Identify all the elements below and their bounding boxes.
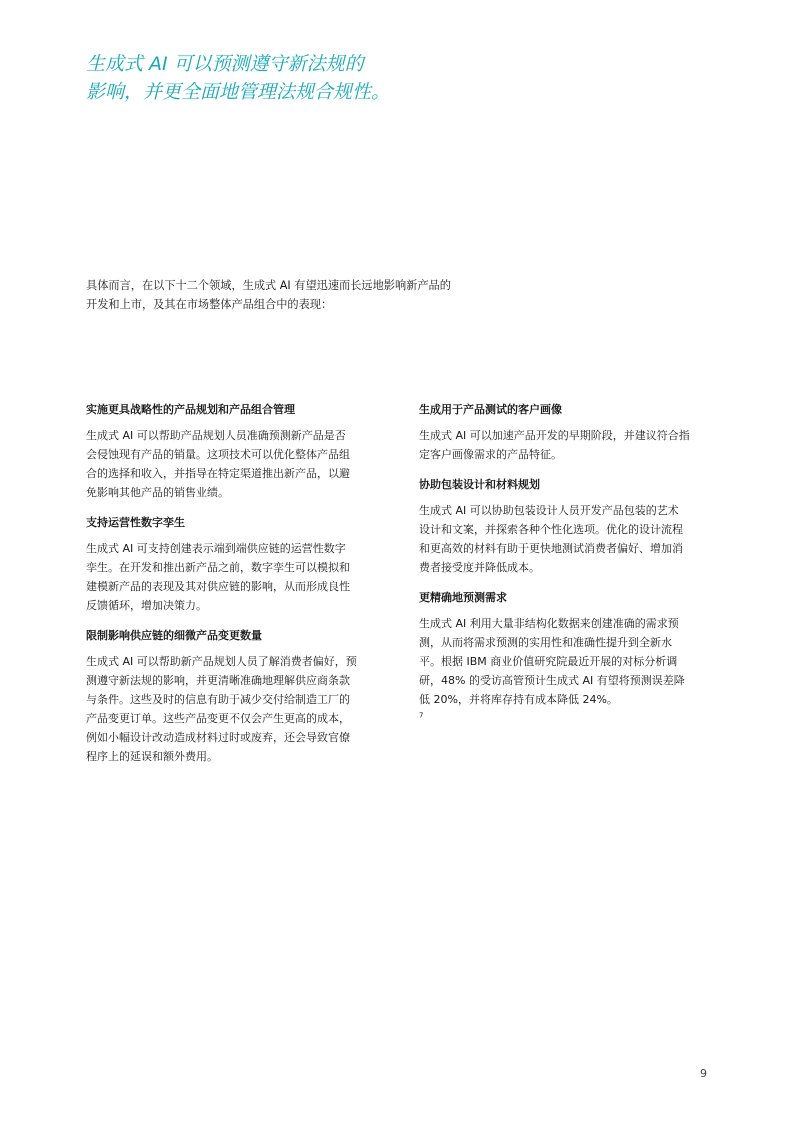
body-line: 生成式 AI 利用大量非结构化数据来创建准确的需求预 [419,617,679,630]
body-line: 合的选择和收入，并指导在特定渠道推出新产品，以避 [86,467,350,480]
headline-line: 影响，并更全面地管理法规合规性。 [86,81,391,103]
body-line: 生成式 AI 可以帮助新产品规划人员了解消费者偏好，预 [86,655,357,668]
body-line: 定客户画像需求的产品特征。 [419,448,562,461]
section-body [419,426,714,464]
intro-line: 开发和上市，及其在市场整体产品组合中的表现： [86,298,333,311]
section-customer-persona [419,400,714,464]
body-line: 建模新产品的表现及其对供应链的影响，从而形成良性 [86,580,350,593]
section-title: 实施更具战略性的产品规划和产品组合管理 [86,403,295,416]
headline-line: 生成式 AI 可以预测遵守新法规的 [86,53,364,75]
body-line: 程序上的延误和额外费用。 [86,750,218,763]
section-digital-twin [86,513,386,615]
section-body [419,501,714,577]
footnote-marker[interactable]: 7 [419,711,424,720]
body-line: 测，从而将需求预测的实用性和准确性提升到全新水 [419,636,672,649]
section-demand-forecast [419,588,714,728]
section-title: 生成用于产品测试的客户画像 [419,403,562,416]
right-column [419,400,714,739]
body-line: 反馈循环，增加决策力。 [86,599,207,612]
section-body [86,652,386,766]
headline [86,50,416,106]
section-product-changes [86,626,386,766]
intro-paragraph [86,276,486,314]
intro-line: 具体而言，在以下十二个领域，生成式 AI 有望迅速而长远地影响新产品的 [86,279,451,292]
body-line: 和更高效的材料有助于更快地测试消费者偏好、增加消 [419,542,683,555]
section-product-planning [86,400,386,502]
section-packaging [419,475,714,577]
page-number: 9 [700,1067,707,1080]
left-column [86,400,386,777]
body-line: 研，48% 的受访高管预计生成式 AI 有望将预测误差降 [419,674,685,687]
body-line-with-footnote [419,690,714,728]
body-line: 费者接受度并降低成本。 [419,561,540,574]
body-line: 生成式 AI 可以加速产品开发的早期阶段，并建议符合指 [419,429,690,442]
body-line: 生成式 AI 可以协助包装设计人员开发产品包装的艺术 [419,504,679,517]
section-title: 协助包装设计和材料规划 [419,478,540,491]
body-line: 生成式 AI 可以帮助产品规划人员准确预测新产品是否 [86,429,346,442]
body-line: 生成式 AI 可支持创建表示端到端供应链的运营性数字 [86,542,346,555]
section-body [419,614,714,728]
body-line: 低 20%，并将库存持有成本降低 24%。 [419,693,618,706]
body-line: 会侵蚀现有产品的销量。这项技术可以优化整体产品组 [86,448,350,461]
section-title: 限制影响供应链的细微产品变更数量 [86,629,262,642]
body-line: 产品变更订单。这些产品变更不仅会产生更高的成本， [86,712,350,725]
section-title: 支持运营性数字孪生 [86,516,185,529]
body-line: 例如小幅设计改动造成材料过时或废弃，还会导致官僚 [86,731,350,744]
section-body [86,539,386,615]
body-line: 设计和文案，并探索各种个性化选项。优化的设计流程 [419,523,683,536]
section-body [86,426,386,502]
body-line: 孪生。在开发和推出新产品之前，数字孪生可以模拟和 [86,561,350,574]
body-line: 免影响其他产品的销售业绩。 [86,486,229,499]
section-title: 更精确地预测需求 [419,591,507,604]
body-line: 平。根据 IBM 商业价值研究院最近开展的对标分析调 [419,655,678,668]
body-line: 测遵守新法规的影响，并更清晰准确地理解供应商条款 [86,674,350,687]
body-line: 与条件。这些及时的信息有助于减少交付给制造工厂的 [86,693,350,706]
